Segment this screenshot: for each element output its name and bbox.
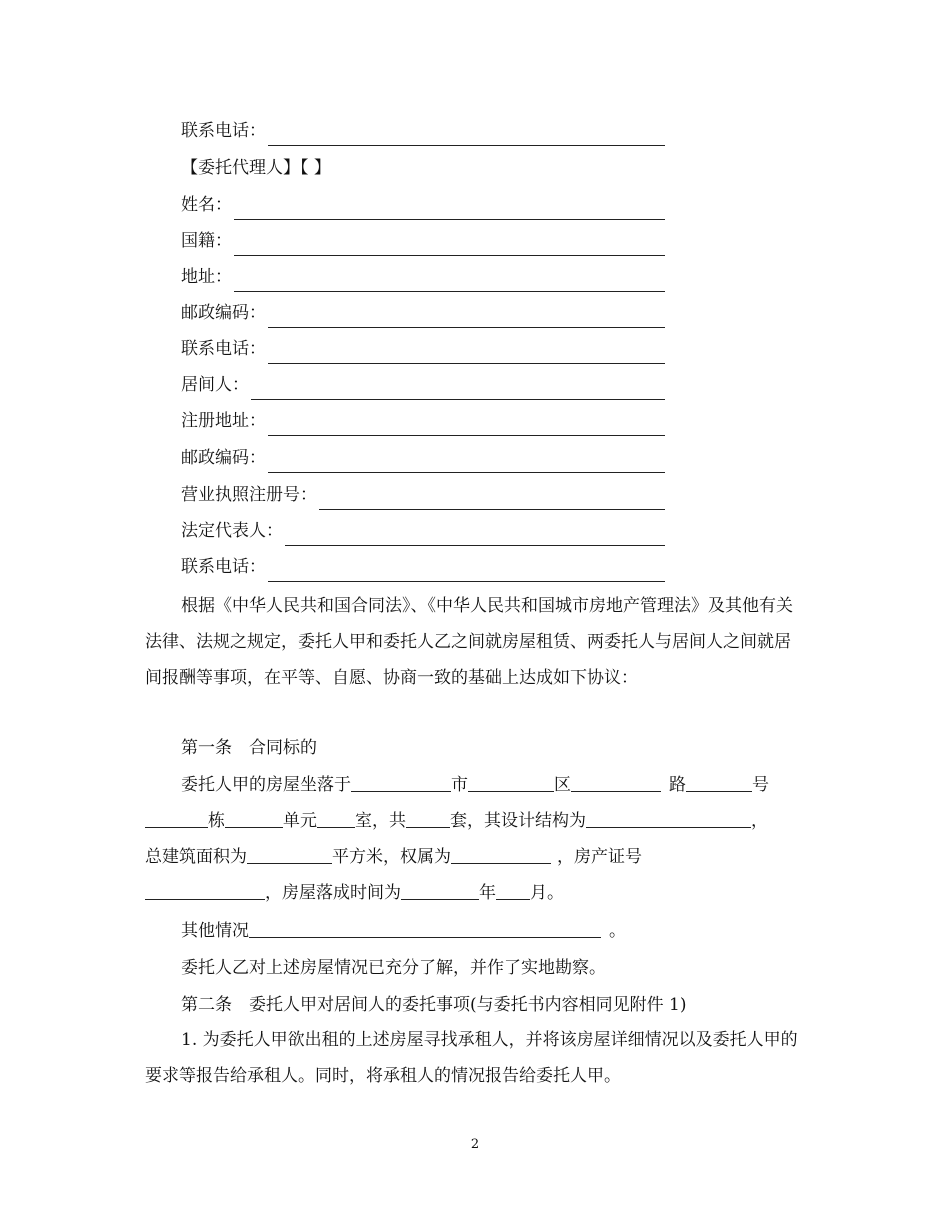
phone-field-2[interactable] [181,334,665,364]
postcode-field-1[interactable] [181,298,665,328]
reg-address-blank[interactable] [268,413,665,436]
article1-unit-line [145,806,768,836]
phone-blank[interactable] [268,341,665,364]
sets-blank[interactable] [406,807,450,828]
page-number: 2 [470,1137,480,1152]
postcode-blank[interactable] [268,450,665,473]
deed-text: ，房产证号 [557,847,642,867]
deed-blank[interactable] [145,879,265,900]
city-blank[interactable] [351,771,451,792]
understood-line: 委托人乙对上述房屋情况已充分了解，并作了实地勘察。 [181,958,606,978]
building-blank[interactable] [145,807,208,828]
phone-field-3[interactable] [181,552,665,582]
unit-blank[interactable] [225,807,283,828]
phone-label: 联系电话： [181,339,266,359]
address-field[interactable] [181,262,665,292]
license-label: 营业执照注册号： [181,485,317,505]
article1-area-line [145,842,642,872]
license-blank[interactable] [319,487,665,510]
month-blank[interactable] [496,879,530,900]
reg-address-label: 注册地址： [181,411,266,431]
article1-date-line [145,878,564,908]
broker-field[interactable] [181,370,665,400]
district-text: 区 [554,775,571,795]
period-text: 。 [609,921,626,941]
license-field[interactable] [181,480,665,510]
structure-text: 套，其设计结构为 [450,811,586,831]
nationality-blank[interactable] [234,233,665,256]
number-text: 号 [752,775,769,795]
room-text: 室，共 [355,811,406,831]
unit-text: 单元 [283,811,317,831]
legal-rep-label: 法定代表人： [181,521,283,541]
area-text: 总建筑面积为 [145,847,247,867]
other-text: 其他情况 [181,921,249,941]
road-text: 路 [669,775,686,795]
address-label: 地址： [181,267,232,287]
broker-label: 居间人： [181,375,249,395]
year-blank[interactable] [401,879,479,900]
number-blank[interactable] [686,771,752,792]
nationality-label: 国籍： [181,231,232,251]
address-blank[interactable] [234,269,665,292]
ownership-blank[interactable] [451,843,551,864]
agent-heading: 【委托代理人】【 】 [181,158,331,178]
name-blank[interactable] [234,197,665,220]
phone-label: 联系电话： [181,557,266,577]
article1-location-line [181,770,769,800]
ownership-text: 平方米，权属为 [332,847,451,867]
other-line [181,916,626,946]
article2-title: 第二条 委托人甲对居间人的委托事项(与委托书内容相同见附件 1) [181,995,687,1015]
area-blank[interactable] [247,843,332,864]
room-blank[interactable] [317,807,355,828]
legal-rep-field[interactable] [181,516,665,546]
month-text: 月。 [530,883,564,903]
postcode-blank[interactable] [268,305,665,328]
nationality-field[interactable] [181,226,665,256]
road-blank[interactable] [571,771,661,792]
year-text: 年 [479,883,496,903]
location-text: 委托人甲的房屋坐落于 [181,775,351,795]
comma-text: ， [751,811,768,831]
building-text: 栋 [208,811,225,831]
legal-rep-blank[interactable] [285,523,665,546]
broker-blank[interactable] [251,377,665,400]
name-label: 姓名： [181,195,232,215]
phone-blank[interactable] [268,123,665,146]
district-blank[interactable] [468,771,554,792]
city-text: 市 [451,775,468,795]
intro-paragraph: 根据《中华人民共和国合同法》、《中华人民共和国城市房地产管理法》及其他有关法律、法规之规定，委托人甲和委托人乙之间就房屋租赁、两委托人与居间人之间就居间报酬等事项，在平等、自愿、协商一致的基础上达成如下协议： [145,596,793,688]
postcode-label: 邮政编码： [181,303,266,323]
phone-label: 联系电话： [181,121,266,141]
article2-item1: 1. 为委托人甲欲出租的上述房屋寻找承租人，并将该房屋详细情况以及委托人甲的要求等报告给承租人。同时，将承租人的情况报告给委托人甲。 [145,1030,798,1086]
phone-field-1[interactable] [181,116,665,146]
other-blank[interactable] [249,917,601,938]
name-field[interactable] [181,190,665,220]
postcode-label: 邮政编码： [181,448,266,468]
postcode-field-2[interactable] [181,443,665,473]
structure-blank[interactable] [586,807,751,828]
article1-title: 第一条 合同标的 [181,738,317,758]
phone-blank[interactable] [268,559,665,582]
completion-text: ，房屋落成时间为 [265,883,401,903]
reg-address-field[interactable] [181,406,665,436]
